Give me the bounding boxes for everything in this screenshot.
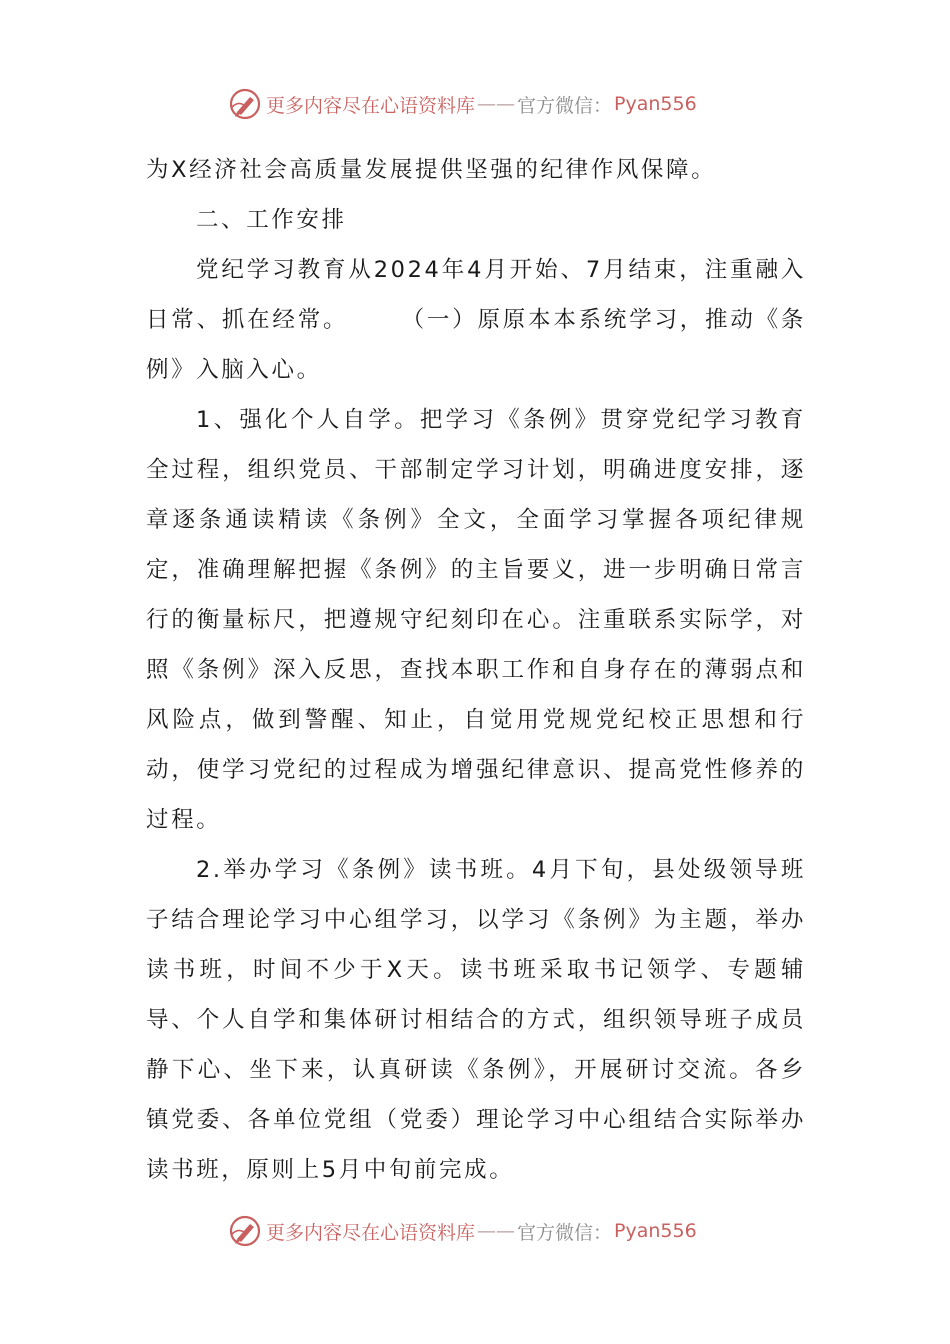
watermark-wechat-id: Pyan556	[614, 1220, 697, 1242]
document-body	[146, 145, 806, 1195]
pen-logo-icon	[228, 1214, 262, 1248]
paragraph-reading-class: 2.举办学习《条例》读书班。4月下旬，县处级领导班子结合理论学习中心组学习，以学习《条例》为主题，举办读书班，时间不少于X天。读书班采取书记领学、专题辅导、个人自学和集体研讨相结合的方式，组织领导班子成员静下心、坐下来，认真研读《条例》，开展研讨交流。各乡镇党委、各单位党组（党委）理论学习中心组结合实际举办读书班，原则上5月中旬前完成。	[146, 857, 806, 1183]
watermark-banner-bottom	[228, 1211, 748, 1251]
paragraph-continuation: 为X经济社会高质量发展提供坚强的纪律作风保障。	[146, 157, 717, 183]
paragraph-self-study: 1、强化个人自学。把学习《条例》贯穿党纪学习教育全过程，组织党员、干部制定学习计划，明确进度安排，逐章逐条通读精读《条例》全文，全面学习掌握各项纪律规定，准确理解把握《条例》的主旨要义，进一步明确日常言行的衡量标尺，把遵规守纪刻印在心。注重联系实际学，对照《条例》深入反思，查找本职工作和自身存在的薄弱点和风险点，做到警醒、知止，自觉用党规党纪校正思想和行动，使学习党纪的过程成为增强纪律意识、提高党性修养的过程。	[146, 407, 806, 833]
watermark-separator: ——	[477, 93, 516, 115]
watermark-official: 官方微信：	[517, 94, 613, 117]
paragraph-schedule: 党纪学习教育从2024年4月开始、7月结束，注重融入日常、抓在经常。 （一）原原本本系统学习，推动《条例》入脑入心。	[146, 257, 806, 383]
watermark-brand: 更多内容尽在心语资料库	[266, 1221, 476, 1244]
section-heading: 二、工作安排	[196, 207, 347, 233]
pen-logo-icon	[228, 87, 262, 121]
watermark-wechat-id: Pyan556	[614, 93, 697, 115]
watermark-banner-top	[228, 84, 748, 124]
watermark-brand: 更多内容尽在心语资料库	[266, 94, 476, 117]
watermark-official: 官方微信：	[517, 1221, 613, 1244]
watermark-separator: ——	[477, 1220, 516, 1242]
